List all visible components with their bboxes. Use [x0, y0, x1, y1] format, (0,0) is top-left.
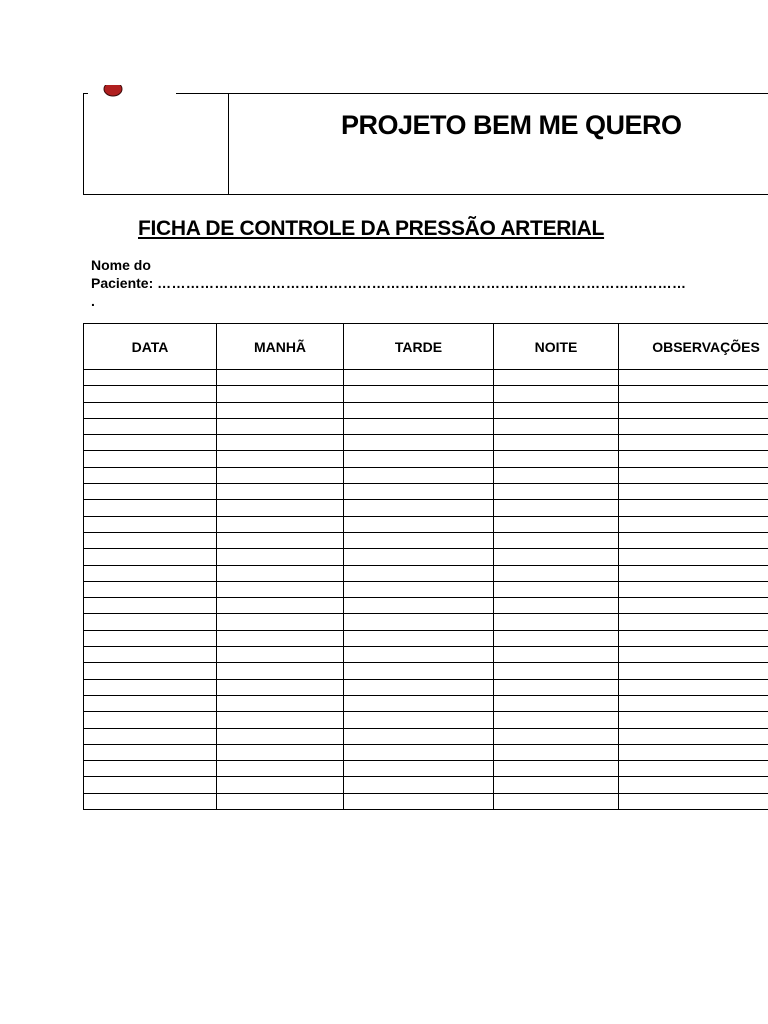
table-cell[interactable] [619, 647, 768, 663]
table-cell[interactable] [84, 777, 217, 793]
table-cell[interactable] [344, 598, 494, 614]
table-cell[interactable] [344, 370, 494, 386]
table-cell[interactable] [84, 630, 217, 646]
table-cell[interactable] [84, 418, 217, 434]
table-cell[interactable] [84, 761, 217, 777]
table-cell[interactable] [494, 598, 619, 614]
table-cell[interactable] [344, 793, 494, 809]
table-row [84, 516, 768, 532]
table-cell[interactable] [619, 679, 768, 695]
table-cell[interactable] [344, 532, 494, 548]
table-cell[interactable] [619, 695, 768, 711]
table-cell[interactable] [217, 581, 344, 597]
table-cell[interactable] [494, 484, 619, 500]
table-cell[interactable] [344, 712, 494, 728]
table-row [84, 467, 768, 483]
table-cell[interactable] [217, 663, 344, 679]
table-row [84, 777, 768, 793]
table-cell[interactable] [344, 500, 494, 516]
table-cell[interactable] [344, 647, 494, 663]
table-row [84, 402, 768, 418]
table-cell[interactable] [344, 581, 494, 597]
table-cell[interactable] [494, 549, 619, 565]
table-cell[interactable] [619, 614, 768, 630]
table-row [84, 418, 768, 434]
table-cell[interactable] [494, 614, 619, 630]
patient-name-field[interactable] [91, 256, 686, 310]
table-cell[interactable] [84, 598, 217, 614]
table-cell[interactable] [217, 728, 344, 744]
table-cell[interactable] [84, 516, 217, 532]
table-cell[interactable] [494, 418, 619, 434]
table-row [84, 761, 768, 777]
table-cell[interactable] [619, 712, 768, 728]
header-observacoes: OBSERVAÇÕES [619, 324, 768, 370]
table-cell[interactable] [494, 500, 619, 516]
table-cell[interactable] [217, 614, 344, 630]
table-cell[interactable] [217, 565, 344, 581]
table-cell[interactable] [344, 565, 494, 581]
table-row [84, 630, 768, 646]
table-cell[interactable] [217, 679, 344, 695]
table-cell[interactable] [84, 467, 217, 483]
table-cell[interactable] [494, 467, 619, 483]
pressure-log-table [83, 323, 768, 810]
table-cell[interactable] [494, 728, 619, 744]
table-cell[interactable] [217, 451, 344, 467]
table-cell[interactable] [619, 728, 768, 744]
table-cell[interactable] [217, 744, 344, 760]
table-cell[interactable] [84, 500, 217, 516]
table-row [84, 679, 768, 695]
table-row [84, 451, 768, 467]
table-cell[interactable] [84, 532, 217, 548]
table-cell[interactable] [217, 386, 344, 402]
table-cell[interactable] [494, 761, 619, 777]
table-cell[interactable] [217, 793, 344, 809]
table-cell[interactable] [217, 549, 344, 565]
table-cell[interactable] [344, 728, 494, 744]
table-row [84, 386, 768, 402]
table-cell[interactable] [494, 793, 619, 809]
table-cell[interactable] [619, 467, 768, 483]
table-cell[interactable] [494, 435, 619, 451]
table-cell[interactable] [84, 647, 217, 663]
table-cell[interactable] [84, 370, 217, 386]
table-cell[interactable] [344, 435, 494, 451]
table-cell[interactable] [84, 728, 217, 744]
table-row [84, 500, 768, 516]
table-row [84, 435, 768, 451]
table-row [84, 793, 768, 809]
table-cell[interactable] [84, 581, 217, 597]
table-cell[interactable] [619, 761, 768, 777]
table-cell[interactable] [217, 647, 344, 663]
logo-icon [102, 85, 124, 97]
table-row [84, 695, 768, 711]
patient-label-line2: Paciente: [91, 275, 154, 291]
table-cell[interactable] [344, 549, 494, 565]
table-row [84, 647, 768, 663]
table-cell[interactable] [84, 549, 217, 565]
table-cell[interactable] [619, 484, 768, 500]
table-cell[interactable] [619, 630, 768, 646]
table-cell[interactable] [619, 549, 768, 565]
project-title: PROJETO BEM ME QUERO [341, 110, 682, 140]
table-cell[interactable] [494, 402, 619, 418]
table-cell[interactable] [344, 614, 494, 630]
table-cell[interactable] [344, 516, 494, 532]
table-cell[interactable] [84, 663, 217, 679]
table-cell[interactable] [494, 712, 619, 728]
table-cell[interactable] [619, 598, 768, 614]
table-row [84, 712, 768, 728]
table-body [84, 370, 768, 810]
table-cell[interactable] [494, 565, 619, 581]
table-cell[interactable] [619, 663, 768, 679]
logo-cell-border [176, 93, 228, 94]
table-row [84, 565, 768, 581]
table-cell[interactable] [619, 370, 768, 386]
table-cell[interactable] [619, 777, 768, 793]
logo-cell [84, 93, 229, 194]
table-cell[interactable] [619, 744, 768, 760]
table-cell[interactable] [344, 663, 494, 679]
table-cell[interactable] [494, 647, 619, 663]
table-cell[interactable] [217, 467, 344, 483]
table-cell[interactable] [84, 679, 217, 695]
table-cell[interactable] [217, 761, 344, 777]
patient-label-line1: Nome do [91, 257, 151, 273]
table-header-row [84, 324, 768, 370]
table-cell[interactable] [619, 418, 768, 434]
table-cell[interactable] [619, 451, 768, 467]
table-cell[interactable] [84, 484, 217, 500]
table-row [84, 728, 768, 744]
table-cell[interactable] [344, 484, 494, 500]
table-cell[interactable] [494, 581, 619, 597]
table-cell[interactable] [344, 418, 494, 434]
table-row [84, 614, 768, 630]
header-noite: NOITE [494, 324, 619, 370]
table-cell[interactable] [344, 402, 494, 418]
table-cell[interactable] [619, 402, 768, 418]
table-cell[interactable] [344, 386, 494, 402]
header-box [83, 93, 768, 195]
table-cell[interactable] [619, 435, 768, 451]
table-cell[interactable] [217, 532, 344, 548]
table-cell[interactable] [494, 516, 619, 532]
table-cell[interactable] [217, 370, 344, 386]
table-cell[interactable] [619, 500, 768, 516]
table-cell[interactable] [217, 500, 344, 516]
table-cell[interactable] [619, 581, 768, 597]
table-cell[interactable] [494, 451, 619, 467]
patient-dots: ………………………………………………………………………………………………… [157, 275, 687, 291]
header-tarde: TARDE [344, 324, 494, 370]
table-cell[interactable] [84, 712, 217, 728]
table-cell[interactable] [494, 663, 619, 679]
table-cell[interactable] [217, 516, 344, 532]
table-cell[interactable] [84, 695, 217, 711]
table-cell[interactable] [217, 630, 344, 646]
table-cell[interactable] [494, 532, 619, 548]
table-cell[interactable] [217, 695, 344, 711]
table-cell[interactable] [494, 744, 619, 760]
table-cell[interactable] [217, 484, 344, 500]
table-row [84, 484, 768, 500]
table-cell[interactable] [84, 435, 217, 451]
table-cell[interactable] [217, 777, 344, 793]
table-cell[interactable] [494, 777, 619, 793]
table-cell[interactable] [494, 370, 619, 386]
table-cell[interactable] [344, 777, 494, 793]
table-cell[interactable] [344, 744, 494, 760]
table-cell[interactable] [217, 712, 344, 728]
table-cell[interactable] [619, 386, 768, 402]
table-cell[interactable] [84, 744, 217, 760]
table-row [84, 744, 768, 760]
table-cell[interactable] [494, 630, 619, 646]
table-cell[interactable] [494, 695, 619, 711]
table-cell[interactable] [619, 516, 768, 532]
table-cell[interactable] [619, 565, 768, 581]
table-cell[interactable] [217, 435, 344, 451]
table-cell[interactable] [494, 386, 619, 402]
table-row [84, 581, 768, 597]
table-cell[interactable] [84, 793, 217, 809]
table-cell[interactable] [84, 614, 217, 630]
table-cell[interactable] [344, 679, 494, 695]
table-row [84, 370, 768, 386]
table-cell[interactable] [217, 598, 344, 614]
patient-dots-tail: . [91, 293, 95, 309]
table-cell[interactable] [217, 418, 344, 434]
table-cell[interactable] [344, 451, 494, 467]
table-cell[interactable] [344, 695, 494, 711]
table-cell[interactable] [84, 565, 217, 581]
title-cell [229, 93, 768, 195]
table-cell[interactable] [494, 679, 619, 695]
header-data: DATA [84, 324, 217, 370]
table-cell[interactable] [84, 386, 217, 402]
form-title: FICHA DE CONTROLE DA PRESSÃO ARTERIAL [138, 217, 605, 240]
table-cell[interactable] [344, 467, 494, 483]
table-row [84, 598, 768, 614]
table-cell[interactable] [619, 532, 768, 548]
table-row [84, 549, 768, 565]
table-row [84, 663, 768, 679]
header-manha: MANHÃ [217, 324, 344, 370]
table-row [84, 532, 768, 548]
table-cell[interactable] [344, 761, 494, 777]
table-cell[interactable] [217, 402, 344, 418]
table-cell[interactable] [344, 630, 494, 646]
logo-cell-border [84, 93, 88, 94]
table-cell[interactable] [84, 451, 217, 467]
table-cell[interactable] [619, 793, 768, 809]
table-cell[interactable] [84, 402, 217, 418]
